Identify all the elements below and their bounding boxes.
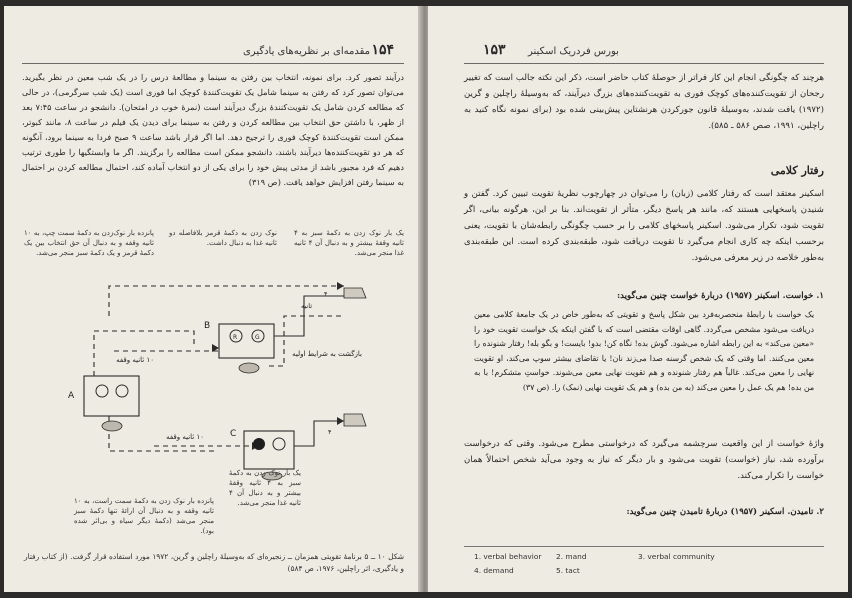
running-title-right: بورس فردریک اسکینر [528, 46, 619, 57]
dashed-path-upper [109, 286, 344, 316]
label-four-bottom: ۴ [328, 428, 332, 436]
right-paragraph-3: واژهٔ خواست از این واقعیت سرچشمه می‌گیرد که درخواستی مطرح می‌شود. وقتی که درخواست برآورده شد، نیاز (خواست) تقویت می‌شود و بار دیگر که نیاز به وجود می‌آید شخص احتمالاً همان خواست را تکرار می‌کند. [464, 439, 824, 481]
item-1-lead: ۱. خواست. اسکینر (۱۹۵۷) دربارهٔ خواست چنین می‌گوید: [616, 291, 824, 301]
key-a-left [96, 385, 108, 397]
right-paragraph-1: هرچند که چگونگی انجام این کار فراتر از حوصلهٔ کتاب حاضر است، ذکر این نکته جالب است که تغییر رجحان از تقویت‌کننده‌های کوچک فوری به تقویت‌کننده‌های بزرگ دیرآیند، که به‌وسیلهٔ راچلین و گرین (۱۹۷۲) یافت شدند، به‌وسیلهٔ قانون جورکردن هرنشتاین پیش‌بینی شده بود (برای نمونه نگاه کنید به راچلین، ۱۹۹۱، صص ۵۸۶ ـ ۵۸۵). [464, 73, 824, 131]
key-dark [253, 438, 265, 450]
right-paragraph-2: اسکینر معتقد است که رفتار کلامی (زبان) را می‌توان در چهارچوب نظریهٔ تقویت تبیین کرد. گفتن و شنیدن پاسخهایی هستند که، مانند هر پاسخ دیگر، متأثر از تقویت‌اند. بنا بر این، هرگونه بیانی، اگر تقویت شود، تکرار می‌شود. اسکینر پاسخهای کلامی را بر حسب چگونگی رابطه‌شان با تقویت، یعنی برحسب اینکه چه کاری انجام می‌گیرد تا تقویت دریافت شود، طبقه‌بندی کرده است. این طبقه‌بندی به‌طور خلاصه در زیر معرفی می‌شود. [464, 189, 824, 263]
caption-bottom-left: پانزده بار نوک زدن به دکمهٔ سمت راست، به ۱۰ ثانیه وقفه و به دنبال آن ارائهٔ تنها دکمهٔ سبز منجر می‌شد (دکمهٔ دیگر سیاه و بی‌اثر شده بود). [74, 497, 214, 535]
label-g: G [255, 334, 260, 341]
label-c: C [230, 429, 237, 439]
page-number-right: ۱۵۳ [483, 42, 506, 58]
food-hopper-icon [344, 288, 366, 298]
left-page [4, 6, 422, 592]
caption-top-right: یک بار نوک زدن به دکمهٔ سبز به ۴ ثانیه وقفهٔ بیشتر و به دنبال آن ۴ ثانیه غذا منجر می‌شد. [294, 229, 404, 257]
arrowhead-2 [337, 282, 344, 290]
pigeon-icon-b [239, 363, 259, 373]
chamber-a [84, 376, 139, 416]
chamber-c [244, 431, 294, 469]
header-rule-right [464, 63, 824, 64]
footnote-3: 3. verbal community [638, 552, 715, 561]
pigeon-icon [102, 421, 122, 431]
label-four-top: ۴ [324, 290, 328, 298]
label-delay-bottom: ۱۰ ثانیه وقفه [166, 433, 204, 441]
label-b: B [204, 321, 211, 331]
dashed-path-return [269, 316, 344, 366]
footnote-rule [464, 546, 824, 547]
footnote-4: 4. demand [474, 566, 514, 575]
section-heading: رفتار کلامی [770, 164, 824, 177]
food-hopper-icon-2 [344, 414, 366, 426]
caption-top-middle: نوک زدن به دکمهٔ قرمز بلافاصله دو ثانیه غذا به دنبال داشت. [169, 229, 277, 247]
footnote-1: 1. verbal behavior [474, 552, 542, 561]
label-r: R [233, 334, 238, 341]
caption-top-left: پانزده بار نوک‌زدن به دکمهٔ سمت چپ، به ۱۰ ثانیه وقفه و به دنبال آن حق انتخاب بین یک دکمهٔ قرمز و یک دکمهٔ سبز منجر می‌شد. [24, 229, 154, 257]
footnote-2: 2. mand [556, 552, 587, 561]
label-a: A [68, 391, 75, 401]
left-body-paragraph: درآیند تصور کرد. برای نمونه، انتخاب بین رفتن به سینما و مطالعهٔ درس را در یک شب معین در نظر بگیرید. می‌توان تصور کرد که رفتن به سینما شامل یک تقویت‌کنندهٔ کوچک اما فوری است (یک شب سرگرمی)، در حالی که مطالعه کردن شامل یک تقویت‌کنندهٔ بزرگ دیرآیند است (نمرهٔ خوب در امتحان). دانشجو در ساعت ۷:۴۵ بعد از ظهر، با داشتن حق انتخاب بین مطالعه کردن و رفتن به سینما برای دیدن یک فیلم در ساعت ۸، مانند کبوتر، ممکن است تقویت‌کنندهٔ کوچک فوری را ترجیح دهد. اما اگر قرار باشد ساعت ۹ صبح فردا به سینما برود، آنگونه که هر دو تقویت‌کننده‌ها دیرآیند باشند، دانشجو ممکن است مطالعه را برگزیند. اگر ما وابستگیها را طوری ترتیب دهیم که فرد مجبور باشد از مدتی پیش خود را برای یکی از دو انتخاب آماده کند، احتمال مطالعه کردن بر احتمال به سینما رفتن افزایش خواهد یافت. (ص ۳۱۹) [22, 72, 404, 187]
label-return: بازگشت به شرایط اولیه [292, 350, 362, 358]
key-a-right [116, 385, 128, 397]
dashed-path-left-loop [94, 331, 194, 376]
figure-caption: شکل ۱۰ ــ ۵ برنامهٔ تقویتی همزمان ــ زنجیره‌ای که به‌وسیلهٔ راچلین و گرین، ۱۹۷۲ مورد استفاده قرار گرفت. (از کتاب رفتار و یادگیری، اثر راچلین، ۱۹۷۶، ص ۵۸۴) [24, 552, 404, 573]
right-page [428, 6, 848, 592]
page-number-left: ۱۵۴ [371, 42, 394, 58]
item-2-lead: ۲. تامیدن. اسکینر (۱۹۵۷) دربارهٔ تامیدن چنین می‌گوید: [626, 507, 824, 517]
header-rule-left [22, 63, 404, 64]
key-green-c [273, 438, 285, 450]
running-title-left: مقدمه‌ای بر نظریه‌های یادگیری [242, 46, 370, 57]
block-quote: یک خواست با رابطهٔ منحصربه‌فرد بین شکل پاسخ و تقویتی که به‌طور خاص در یک جامعهٔ کلامی معین دریافت می‌شود مشخص می‌گردد. گاهی اوقات مقتضی است که با گفتن اینکه یک خواست تقویت خود را «معین می‌کند» به این رابطه اشاره می‌شود. گوش بده! نگاه کن! بدو! بایست! و بگو بله! رفتار شنونده را معین می‌کنند. اما وقتی که یک شخص گرسنه صدا می‌زند نان! یا تقاضای بیشتر سوپ می‌کند، او تقویت نهایی را معین می‌کند. غالباً هم رفتار شنونده و هم تقویت نهایی معین می‌شوند. خواستِ متشکرم! با به من بده! هم یک عمل را معین می‌کند (به من بده) و هم یک تقویت نهایی (نمک) را. (ص ۳۷) [474, 310, 814, 392]
footnote-5: 5. tact [556, 566, 580, 575]
chamber-b [219, 324, 274, 358]
label-seconds: ثانیه [300, 302, 312, 310]
label-delay-top: ۱۰ ثانیه وقفه [116, 356, 154, 364]
concurrent-chain-diagram [44, 276, 374, 481]
arrowhead-4 [337, 417, 344, 425]
caption-bottom-right: یک بار نوک زدن به دکمهٔ سبز به ۴ ثانیه وقفهٔ بیشتر و به دنبال آن ۴ ثانیه غذا منجر می‌شد. [229, 469, 301, 507]
